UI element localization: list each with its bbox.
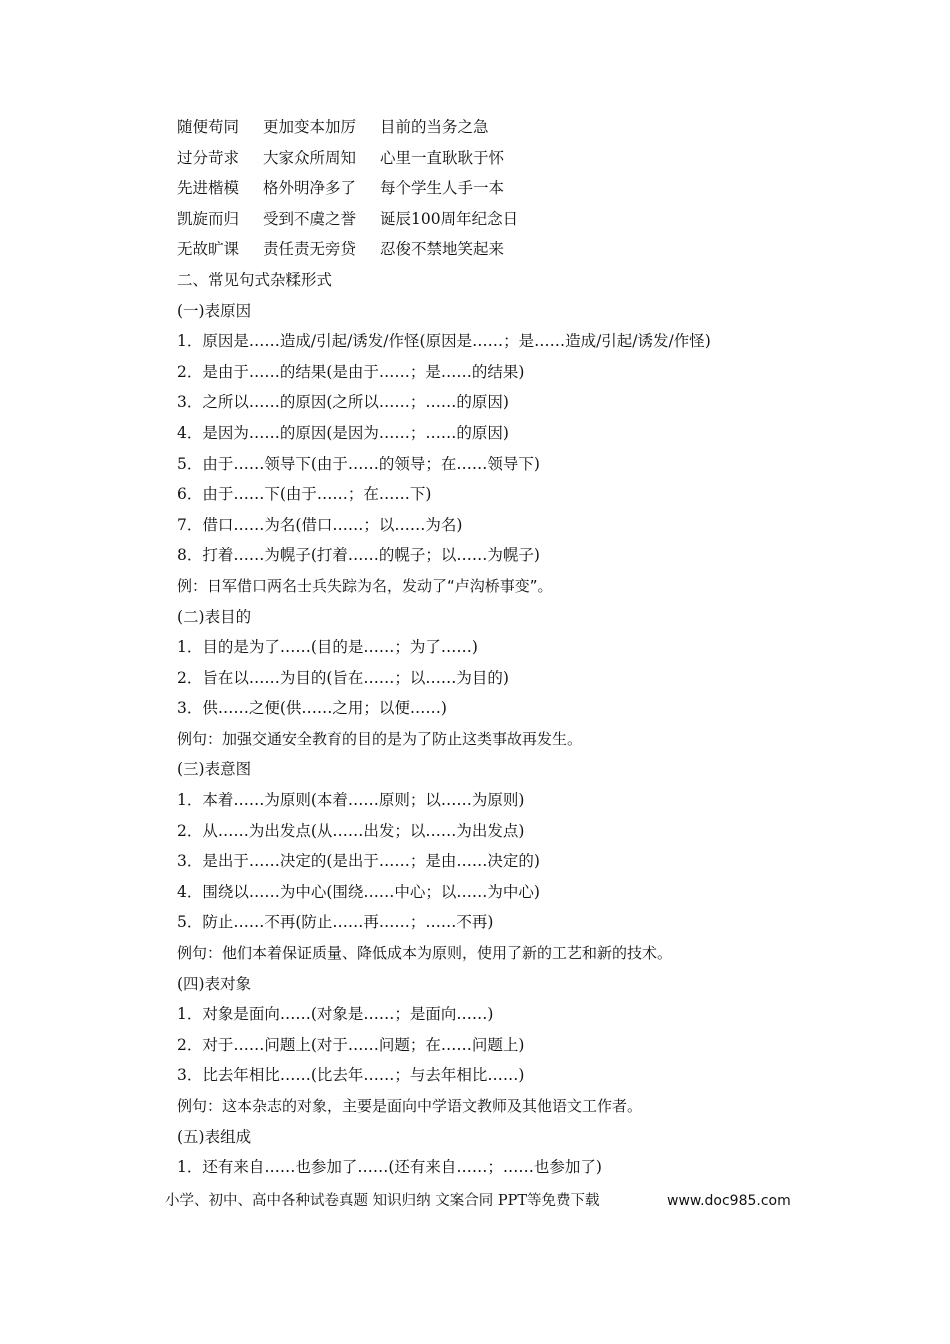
vocab-cell: 受到不虞之誉: [263, 209, 357, 228]
section-heading: 二、常见句式杂糅形式: [177, 270, 333, 289]
list-item: 4．是因为……的原因(是因为……；……的原因): [177, 423, 509, 442]
footer-link[interactable]: www.doc985.com: [667, 1193, 791, 1209]
vocab-cell: 凯旋而归: [177, 209, 240, 228]
vocab-row: [177, 234, 877, 265]
list-item: 2．旨在以……为目的(旨在……；以……为目的): [177, 668, 509, 687]
list-item: 1．原因是……造成/引起/诱发/作怪(原因是……；是……造成/引起/诱发/作怪): [177, 332, 711, 351]
example-sentence: 例句：这本杂志的对象，主要是面向中学语文教师及其他语文工作者。: [177, 1097, 643, 1115]
group-title: (五)表组成: [177, 1127, 252, 1146]
page-footer: [165, 1188, 805, 1214]
list-item: 1．目的是为了……(目的是……；为了……): [177, 638, 478, 657]
list-item: 2．是由于……的结果(是由于……；是……的结果): [177, 362, 525, 381]
group-title: (一)表原因: [177, 301, 252, 320]
vocab-cell: 随便苟同: [177, 118, 240, 136]
example-sentence: 例句：加强交通安全教育的目的是为了防止这类事故再发生。: [177, 729, 583, 748]
vocab-row: [177, 112, 877, 143]
list-item: 3．供……之便(供……之用；以便……): [177, 699, 447, 718]
vocab-row: [177, 143, 877, 174]
list-item: 6．由于……下(由于……；在……下): [177, 485, 432, 504]
vocab-cell: 格外明净多了: [263, 179, 357, 198]
group-title: (四)表对象: [177, 974, 252, 993]
example-sentence: 例句：他们本着保证质量、降低成本为原则，使用了新的工艺和新的技术。: [177, 944, 673, 963]
vocab-cell: 无故旷课: [177, 240, 240, 259]
vocab-cell: 大家众所周知: [263, 148, 357, 167]
vocab-cell: 诞辰100周年纪念日: [380, 209, 519, 228]
vocab-cell: 目前的当务之急: [380, 118, 489, 136]
list-item: 1．对象是面向……(对象是……；是面向……): [177, 1005, 494, 1024]
vocab-cell: 责任责无旁贷: [263, 240, 357, 259]
list-item: 2．从……为出发点(从……出发；以……为出发点): [177, 821, 525, 840]
group-title: (二)表目的: [177, 607, 252, 626]
example-sentence: 例：日军借口两名士兵失踪为名，发动了“卢沟桥事变”。: [177, 576, 553, 595]
list-item: 3．是出于……决定的(是出于……；是由……决定的): [177, 852, 540, 871]
vocab-cell: 每个学生人手一本: [380, 179, 505, 198]
list-item: 2．对于……问题上(对于……问题；在……问题上): [177, 1035, 525, 1054]
list-item: 1．本着……为原则(本着……原则；以……为原则): [177, 791, 525, 810]
vocab-row: [177, 173, 877, 204]
vocab-cell: 忍俊不禁地笑起来: [380, 240, 505, 259]
list-item: 5．由于……领导下(由于……的领导；在……领导下): [177, 454, 540, 473]
list-item: 1．还有来自……也参加了……(还有来自……；……也参加了): [177, 1158, 602, 1177]
document-body: [177, 112, 877, 1183]
list-item: 5．防止……不再(防止……再……；……不再): [177, 913, 494, 932]
vocab-cell: 心里一直耿耿于怀: [380, 148, 505, 167]
list-item: 3．比去年相比……(比去年……；与去年相比……): [177, 1066, 525, 1085]
group-title: (三)表意图: [177, 760, 252, 779]
list-item: 8．打着……为幌子(打着……的幌子；以……为幌子): [177, 546, 540, 565]
vocab-cell: 过分苛求: [177, 148, 240, 167]
list-item: 3．之所以……的原因(之所以……；……的原因): [177, 393, 509, 412]
vocab-row: [177, 204, 877, 235]
list-item: 4．围绕以……为中心(围绕……中心；以……为中心): [177, 882, 540, 901]
list-item: 7．借口……为名(借口……；以……为名): [177, 515, 463, 534]
vocab-cell: 更加变本加厉: [263, 118, 357, 136]
footer-text: 小学、初中、高中各种试卷真题 知识归纳 文案合同 PPT等免费下载: [165, 1193, 600, 1209]
vocab-cell: 先进楷模: [177, 179, 240, 198]
